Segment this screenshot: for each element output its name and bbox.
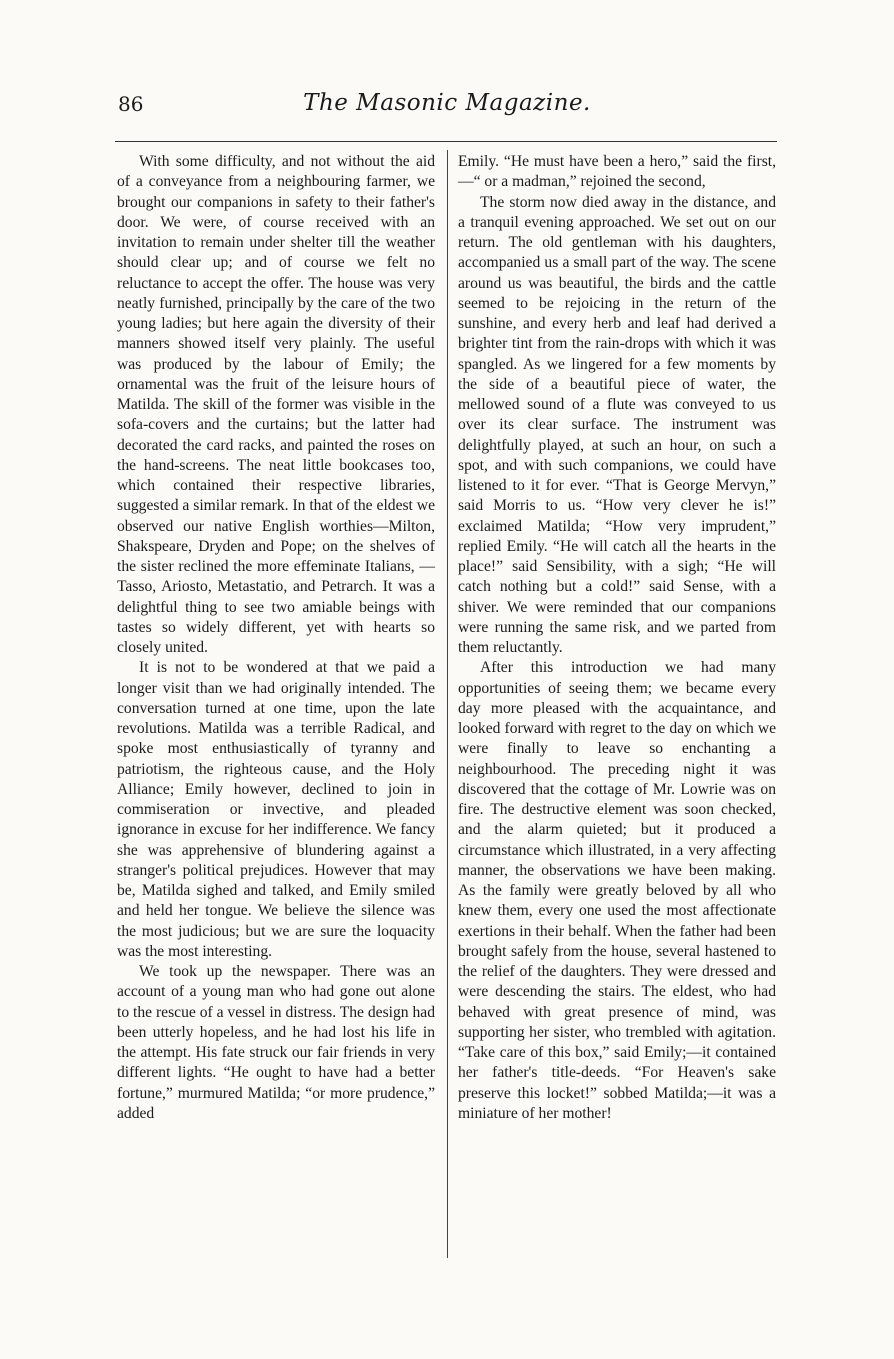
page-number: 86 [118,92,144,116]
paragraph: Emily. “He must have been a hero,” said the first,—“ or a madman,” rejoined the second, [458,153,776,191]
page-header [118,92,776,122]
header-rule [115,141,777,142]
paragraph: With some difficulty, and not without the aid of a conveyance from a neighbouring farmer, we brought our companions in safety to their father's door. We were, of course received with an invitation to remain under shelter till the weather should clear up; and of course we felt no reluctance to accept the offer. The house was very neatly furnished, principally by the care of the two young ladies; but here again the diversity of their manners showed itself very plainly. The useful was produced by the labour of Emily; the ornamental was the fruit of the leisure hours of Matilda. The skill of the former was visible in the sofa-covers and the curtains; but the latter had decorated the card racks, and painted the roses on the hand-screens. The neat little bookcases too, which contained their respective libraries, suggested a similar remark. In that of the eldest we observed our native English worthies—Milton, Shakspeare, Dryden and Pope; on the shelves of the sister reclined the more effeminate Italians, —Tasso, Ariosto, Metastatio, and Petrarch. It was a delightful thing to see two amiable beings with tastes so widely different, yet with hearts so closely united. [117,153,435,656]
paragraph: It is not to be wondered at that we paid a longer visit than we had originally intended. The conversation turned at one time, upon the late revolutions. Matilda was a terrible Radical, and spoke most enthusiastically of tyranny and patriotism, the righteous cause, and the Holy Alliance; Emily however, declined to join in commiseration or invective, and pleaded ignorance in excuse for her indifference. We fancy she was apprehensive of blundering against a stranger's political prejudices. However that may be, Matilda sighed and talked, and Emily smiled and held her tongue. We believe the silence was the most judicious; but we are sure the loquacity was the most interesting. [117,659,435,960]
paragraph: After this introduction we had many opportunities of seeing them; we became every day more pleased with the acquaintance, and looked forward with regret to the day on which we were finally to leave so enchanting a neighbourhood. The preceding night it was discovered that the cottage of Mr. Lowrie was on fire. The destructive element was soon checked, and the alarm quieted; but it produced a circumstance which illustrated, in a very affecting manner, the observations we have been making. As the family were greatly beloved by all who knew them, every one used the most affectionate exertions in their behalf. When the father had been brought safely from the house, several hastened to the relief of the daughters. They were dressed and were descending the stairs. The eldest, who had behaved with great presence of mind, was supporting her sister, who trembled with agitation. “Take care of this box,” said Emily;—it contained her father's title-deeds. “For Heaven's sake preserve this locket!” sobbed Matilda;—it was a miniature of her mother! [458,659,776,1122]
right-column [458,152,776,1124]
paragraph: We took up the newspaper. There was an account of a young man who had gone out alone to the rescue of a vessel in distress. The design had been utterly hopeless, and he had lost his life in the attempt. His fate struck our fair friends in very different lights. “He ought to have had a better fortune,” murmured Matilda; “or more prudence,” added [117,963,436,1122]
left-column [117,152,435,1124]
column-divider [447,150,448,1258]
paragraph: The storm now died away in the distance, and a tranquil evening approached. We set out on our return. The old gentleman with his daughters, accompanied us a small part of the way. The scene around us was beautiful, the birds and the cattle seemed to be rejoicing in the return of the sunshine, and every herb and leaf had derived a brighter tint from the rain-drops with which it was spangled. As we lingered for a few moments by the side of a beautiful piece of water, the mellowed sound of a flute was conveyed to us over its clear surface. The instrument was delightfully played, at such an hour, on such a spot, and with such companions, we could have listened to it for ever. “That is George Mervyn,” said Morris to us. “How very clever he is!” exclaimed Matilda; “How very imprudent,” replied Emily. “He will catch all the hearts in the place!” said Sensibility, with a sigh; “He will catch nothing but a cold!” said Sense, with a shiver. We were reminded that our companions were running the same risk, and we parted from them reluctantly. [458,193,776,656]
running-title: The Masonic Magazine. [303,90,591,116]
